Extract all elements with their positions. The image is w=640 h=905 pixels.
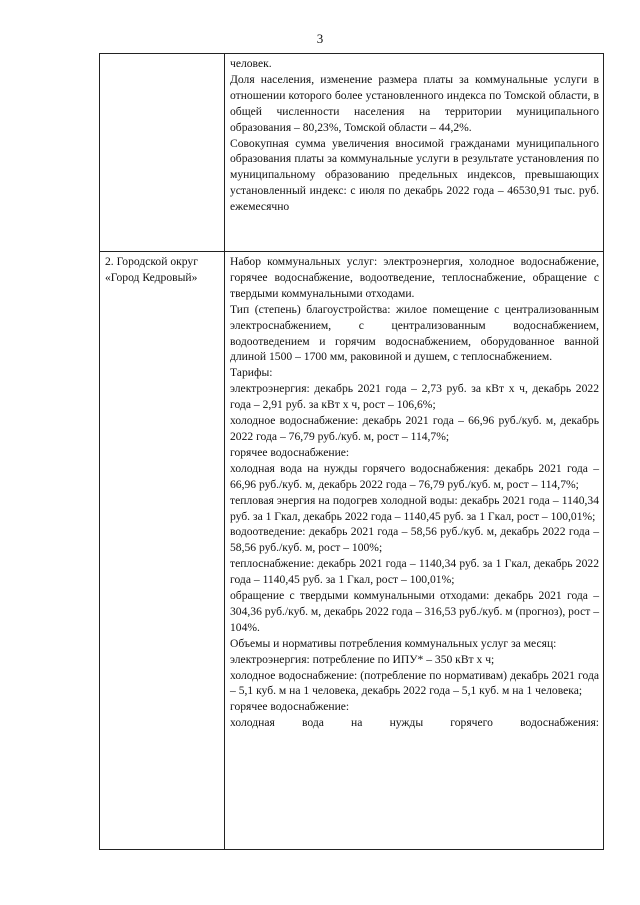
paragraph: водоотведение: декабрь 2021 года – 58,56 руб./куб. м, декабрь 2022 года – 58,56 руб./куб. м, рост – 100%;: [230, 525, 599, 555]
paragraph: Совокупная сумма увеличения вносимой гражданами муниципального образования платы за коммунальные услуги в результате установления по муниципальному образованию предельных индексов, превышающих установленный индекс: с июля по декабрь 2022 года – 46530,91 тыс. руб. ежемесячно: [230, 136, 599, 214]
paragraph: холодное водоснабжение: (потребление по нормативам) декабрь 2021 года – 5,1 куб. м на 1 человека, декабрь 2022 года – 5,1 куб. м на 1 человека;: [230, 668, 599, 698]
page-number: 3: [316, 31, 324, 46]
municipality-name: 2. Городской округ «Город Кедровый»: [105, 255, 198, 284]
paragraph: холодная вода на нужды горячего водоснабжения: декабрь 2021 года – 66,96 руб./куб. м, декабрь 2022 года – 76,79 руб./куб. м, рост – 114,7%;: [230, 461, 599, 491]
paragraph: Объемы и нормативы потребления коммунальных услуг за месяц:: [230, 636, 557, 650]
paragraph: Тарифы:: [230, 366, 273, 380]
paragraph: тепловая энергия на подогрев холодной воды: декабрь 2021 года – 1140,34 руб. за 1 Гкал, декабрь 2022 года – 1140,45 руб. за 1 Гкал, рост – 100,01%;: [230, 493, 599, 523]
paragraph: горячее водоснабжение:: [230, 445, 350, 459]
description-cell: [225, 54, 604, 252]
paragraph: электроэнергия: потребление по ИПУ* – 350 кВт х ч;: [230, 652, 495, 666]
paragraph: горячее водоснабжение:: [230, 700, 350, 714]
paragraph: холодная вода на нужды горячего водоснабжения:: [230, 716, 599, 730]
paragraph: теплоснабжение: декабрь 2021 года – 1140,34 руб. за 1 Гкал, декабрь 2022 года – 1140,45 руб. за 1 Гкал, рост – 100,01%;: [230, 557, 599, 587]
municipality-cell: [100, 252, 225, 850]
paragraph: электроэнергия: декабрь 2021 года – 2,73 руб. за кВт х ч, декабрь 2022 года – 2,91 руб. за кВт х ч, рост – 106,6%;: [230, 382, 599, 412]
paragraph: холодное водоснабжение: декабрь 2021 года – 66,96 руб./куб. м, декабрь 2022 года – 76,79 руб./куб. м, рост – 114,7%;: [230, 414, 599, 443]
paragraph: Доля населения, изменение размера платы за коммунальные услуги в отношении которого более установленного индекса по Томской области, в общей численности населения на территории муниципального образования – 80,23%, Томской области – 44,2%.: [230, 72, 599, 134]
paragraph: Набор коммунальных услуг: электроэнергия, холодное водоснабжение, горячее водоснабжение, водоотведение, теплоснабжение, обращение с твердыми коммунальными отходами.: [230, 255, 599, 300]
paragraph: обращение с твердыми коммунальными отходами: декабрь 2021 года – 304,36 руб./куб. м, декабрь 2022 года – 316,53 руб./куб. м (прогноз), рост – 104%.: [230, 589, 599, 634]
table-row: [100, 252, 604, 850]
table-row: [100, 54, 604, 252]
paragraph: человек.: [230, 57, 272, 70]
municipality-cell: [100, 54, 225, 252]
description-cell: [225, 252, 604, 850]
paragraph: Тип (степень) благоустройства: жилое помещение с централизованным электроснабжением, с централизованным водоснабжением, водоотведением и горячим водоснабжением, оборудованное ванной длиной 1500 – 1700 мм, раковиной и душем, с теплоснабжением.: [230, 302, 599, 364]
municipal-data-table: [99, 53, 604, 850]
